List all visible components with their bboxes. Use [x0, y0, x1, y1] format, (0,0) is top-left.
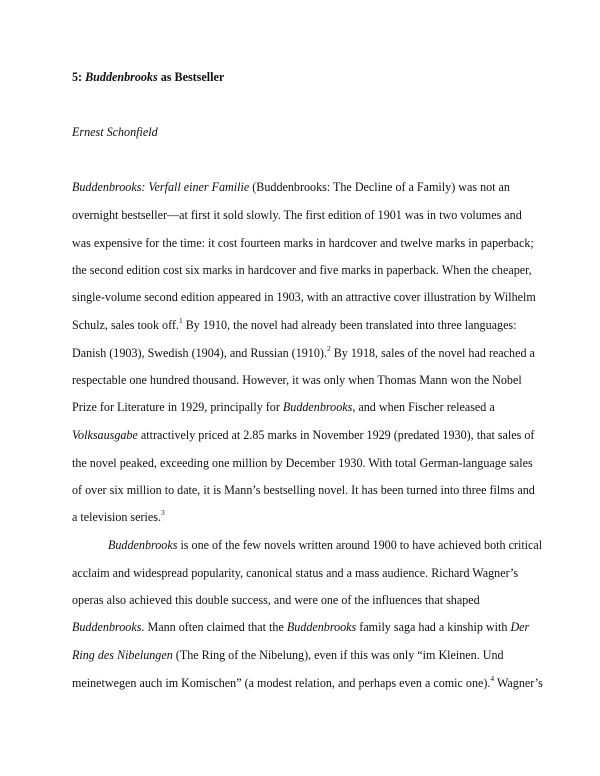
text-line: Buddenbrooks: Verfall einer Familie (Buddenbrooks: The Decline of a Family) was not an: [72, 180, 510, 194]
footnote-ref-2[interactable]: 2: [326, 343, 331, 353]
footnote-ref-4[interactable]: 4: [490, 673, 495, 683]
text-line: of over six million to date, it is Mann’s bestselling novel. It has been turned into three films and: [72, 483, 535, 497]
text-line: was expensive for the time: it cost fourteen marks in hardcover and twelve marks in paperback;: [72, 236, 534, 250]
text-line: meinetwegen auch im Komischen” (a modest relation, and perhaps even a comic one).$^4$ Wagner’s: [72, 673, 543, 690]
text-line: Danish (1903), Swedish (1904), and Russian (1910).$^2$ By 1918, sales of the novel had reached a: [72, 343, 535, 360]
text-line: the second edition cost six marks in hardcover and five marks in paperback. When the cheaper,: [72, 263, 532, 277]
text-line: respectable one hundred thousand. However, it was only when Thomas Mann won the Nobel: [72, 373, 522, 387]
text-line: Buddenbrooks. Mann often claimed that the Buddenbrooks family saga had a kinship with Der: [72, 620, 530, 634]
text-line: single-volume second edition appeared in 1903, with an attractive cover illustration by Wilhelm: [72, 290, 536, 304]
text-line: Schulz, sales took off.$^1$ By 1910, the novel had already been translated into three languages:: [72, 315, 517, 332]
text-line: Volksausgabe attractively priced at 2.85 marks in November 1929 (predated 1930), that sales of: [72, 428, 535, 442]
chapter-heading: 5: Buddenbrooks as Bestseller: [72, 70, 225, 84]
text-line: the novel peaked, exceeding one million by December 1930. With total German-language sales: [72, 456, 533, 470]
chapter-title-italic: Buddenbrooks: [85, 70, 158, 84]
text-line: operas also achieved this double success, and were one of the influences that shaped: [72, 593, 480, 607]
text-line: acclaim and widespread popularity, canonical status and a mass audience. Richard Wagner’s: [72, 566, 519, 580]
text-line: a television series.$^3$: [72, 507, 165, 524]
author-name: Ernest Schonfield: [72, 125, 158, 139]
text-line: overnight bestseller—at first it sold slowly. The first edition of 1901 was in two volumes and: [72, 208, 522, 222]
text-line: Ring des Nibelungen (The Ring of the Nibelung), even if this was only “im Kleinen. Und: [72, 648, 504, 662]
footnote-ref-1[interactable]: 1: [178, 315, 183, 325]
footnote-ref-3[interactable]: 3: [161, 507, 165, 517]
text-line: Prize for Literature in 1929, principally for Buddenbrooks, and when Fischer released a: [72, 400, 495, 414]
text-line: Buddenbrooks is one of the few novels written around 1900 to have achieved both critical: [108, 538, 543, 552]
